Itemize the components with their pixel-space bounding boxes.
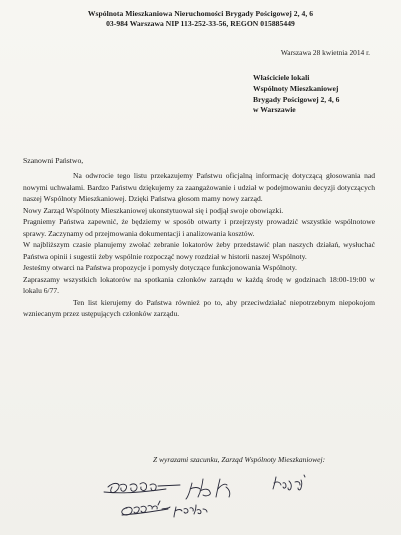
date-line: Warszawa 28 kwietnia 2014 r. xyxy=(280,48,370,57)
recipient-line: Brygady Pościgowej 2, 4, 6 xyxy=(253,94,340,104)
paragraph: W najbliższym czasie planujemy zwołać zebranie lokatorów żeby przedstawić plan naszych działań, wysłuchać Państwa opinii i sugestii żeby wspólnie rozpocząć nowy rozdział w historii naszej Wspólnoty. xyxy=(23,240,375,261)
signatures xyxy=(0,465,401,535)
paragraph: Ten list kierujemy do Państwa również po to, aby przeciwdziałać niepotrzebnym niepokojom wzniecanym przez ustępujących członków zarządu. xyxy=(23,297,375,318)
paragraph: Na odwrocie tego listu przekazujemy Państwu oficjalną informację dotyczącą głosowania nad nowymi uchwałami. Bardzo Państwu dziękujemy za zaangażowanie i udział w podejmowaniu decyzji dotyczących naszej Wspólnoty Mieszkaniowej. Dzięki Państwa głosom mamy nowy zarząd. xyxy=(23,171,375,203)
paragraph: Jesteśmy otwarci na Państwa propozycje i pomysły dotyczące funkcjonowania Wspólnoty. xyxy=(23,263,297,272)
paragraph: Nowy Zarząd Wspólnoty Mieszkaniowej ukonstytuował się i podjął swoje obowiązki. xyxy=(23,205,284,215)
paragraph: Pragniemy Państwa zapewnić, że będziemy w sposób otwarty i przejrzysty prowadzić wszystkie wspólnotowe sprawy. Zaczynamy od przejmowania dokumentacji i analizowania kosztów. xyxy=(23,217,375,238)
recipient-line: w Warszawie xyxy=(253,105,296,115)
recipient-line: Wspólnoty Mieszkaniowej xyxy=(253,83,339,93)
closing-line: Z wyrazami szacunku, Zarząd Wspólnoty Mieszkaniowej: xyxy=(153,455,326,464)
recipient-block xyxy=(253,73,393,116)
greeting: Szanowni Państwo, xyxy=(23,156,84,165)
paragraph: Zapraszamy wszystkich lokatorów na spotkania członków zarządu w każdą środę w godzinach 18:00-19:00 w lokalu 6/77. xyxy=(23,274,375,295)
letterhead-org: Wspólnota Mieszkaniowa Nieruchomości Brygady Pościgowej 2, 4, 6 xyxy=(87,9,314,18)
letterhead-address: 03-984 Warszawa NIP 113-252-33-56, REGON 015885449 xyxy=(106,19,295,28)
recipient-line: Właściciele lokali xyxy=(253,73,310,82)
handwritten-signatures xyxy=(0,465,401,535)
letter-body xyxy=(23,170,375,320)
